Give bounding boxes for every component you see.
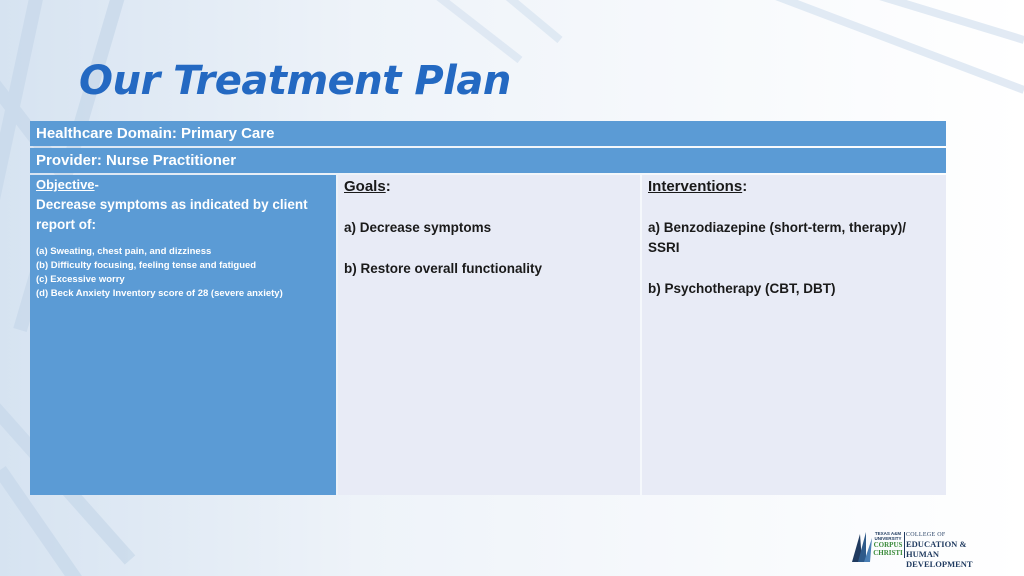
goals-heading xyxy=(344,177,634,197)
list-item: (a) Sweating, chest pain, and dizziness xyxy=(36,246,212,257)
objective-cell xyxy=(30,175,336,495)
list-item: (c) Excessive worry xyxy=(36,274,125,285)
intervention-item: a) Benzodiazepine (short-term, therapy)/ SSRI xyxy=(648,220,907,255)
shell-logo-icon xyxy=(850,528,874,564)
logo-dept-line: HUMAN DEVELOPMENT xyxy=(906,549,973,569)
logo-dept-line: EDUCATION & xyxy=(906,539,967,549)
list-item: (b) Difficulty focusing, feeling tense and fatigued xyxy=(36,260,257,271)
logo-divider xyxy=(904,532,905,558)
objective-label: Objective xyxy=(36,177,95,192)
logo-wordmark xyxy=(872,531,904,557)
interventions-heading xyxy=(648,177,940,197)
logo-mark-line: CORPUS xyxy=(873,541,903,549)
logo-mark-line: UNIVERSITY xyxy=(874,536,902,541)
objective-description: Decrease symptoms as indicated by client report of: xyxy=(36,197,308,232)
goals-label: Goals xyxy=(344,178,386,195)
provider-row: Provider: Nurse Practitioner xyxy=(30,148,946,173)
interventions-label: Interventions xyxy=(648,178,743,195)
list-item: (d) Beck Anxiety Inventory score of 28 (severe anxiety) xyxy=(36,288,283,299)
goal-item: b) Restore overall functionality xyxy=(344,261,543,276)
treatment-plan-table xyxy=(30,120,946,496)
interventions-colon: : xyxy=(742,178,748,195)
objective-dash: - xyxy=(94,177,99,192)
logo-mark-line: TEXAS A&M xyxy=(874,531,902,536)
objective-heading xyxy=(36,177,330,193)
goals-colon: : xyxy=(385,178,391,195)
goal-item: a) Decrease symptoms xyxy=(344,220,492,235)
objective-symptom-list xyxy=(36,245,330,301)
interventions-cell xyxy=(642,175,946,495)
logo-college-text xyxy=(906,532,1002,569)
intervention-item: b) Psychotherapy (CBT, DBT) xyxy=(648,281,836,296)
logo-college-line: COLLEGE OF xyxy=(906,532,946,538)
goals-cell xyxy=(338,175,640,495)
university-logo xyxy=(846,526,1002,569)
healthcare-domain-row: Healthcare Domain: Primary Care xyxy=(30,121,946,146)
logo-mark-line: CHRISTI xyxy=(873,549,903,557)
page-title: Our Treatment Plan xyxy=(79,58,511,104)
